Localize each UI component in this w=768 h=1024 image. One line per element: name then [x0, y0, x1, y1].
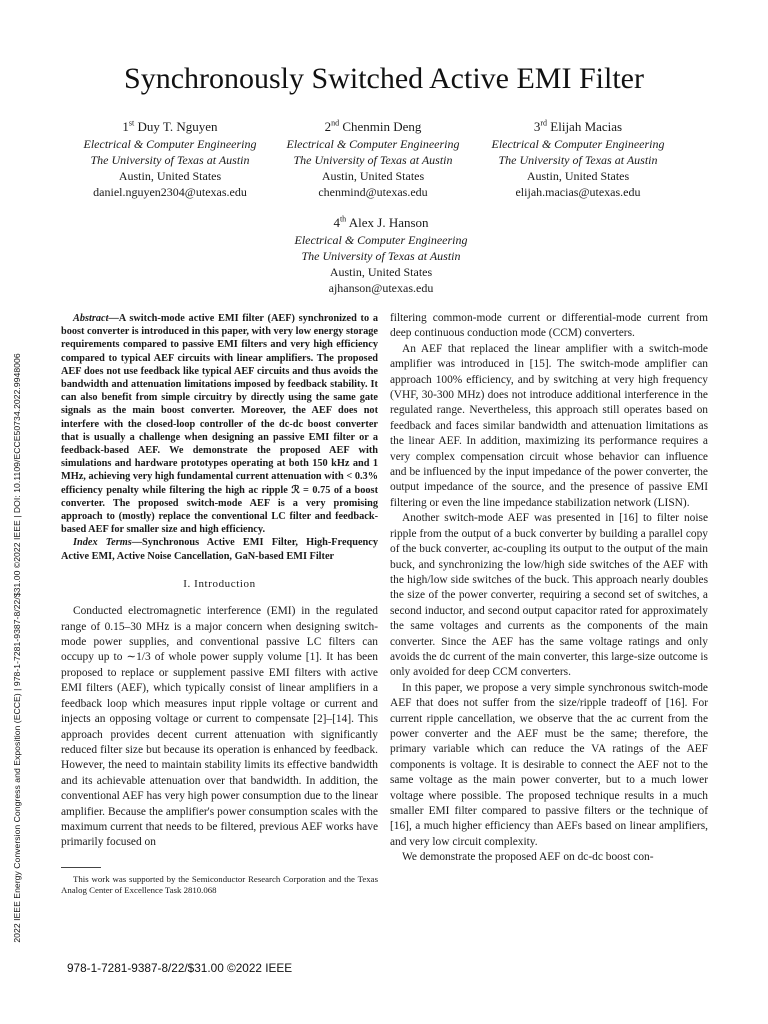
abstract-text: —A switch-mode active EMI filter (AEF) synchronized to a boost converter is introduced in this paper, with very low energy storage requirements compared to passive EMI filters and very high efficiency compared to typical AEF circuits with linear amplifiers. The proposed AEF does not use feedback like typical AEF circuits and thus avoids the bandwidth and attenuation limitations imposed by feedback stability. It can also benefit from simple circuitry by directly using the same gate signals as the main boost converter. Moreover, the AEF does not interfere with the closed-loop controller of the dc-dc boost converter that is usually a challenge when designing an passive EMI filter or a feedback-based AEF. We demonstrate the proposed AEF with simulations and hardware prototypes operating at both 150 kHz and 1 MHz, achieving very high fundamental current attenuation with < 0.3% efficiency penalty while filtering the high ac ripple ℛ = 0.75 of a boost converter. The proposed switch-mode AEF is a very promising approach to (mostly) replace the conventional LC filter and feedback-based AEF for smaller size and high efficiency.: [61, 313, 378, 536]
author-name: 4th Alex J. Hanson: [333, 214, 429, 230]
body-paragraph: Conducted electromagnetic interference (EMI) in the regulated range of 0.15–30 MHz is a major concern when designing switch-mode power supplies, and conventional passive LC filters can occupy up to ∼1/3 of whole power supply volume [1]. It has been proposed to replace or supplement passive EMI filters with active EMI filters (AEF), which typically consist of linear amplifiers in a feedback loop which measures input ripple voltage or current and injects an opposing voltage or current to compensate [2]–[14]. This approach provides decent current attenuation with significantly reduced filter size but because its operation is enhanced by feedback. However, the need to maintain stability limits its effective bandwidth and its achievable attenuation over that bandwidth. In addition, the conventional AEF has very high power consumption due to the linear amplifier. Because the amplifier's power consumption scales with the maximum current that needs to be filtered, previous AEF works have primarily focused on: [61, 605, 378, 849]
side-identifier-text: 2022 IEEE Energy Conversion Congress and Exposition (ECCE) | 978-1-7281-9387-8/22/$31.00 ©2022 IEEE | DOI: 10.1109/ECCE50734.2022.9948006: [12, 353, 22, 943]
abstract: [61, 312, 378, 536]
author-department: Electrical & Computer Engineering: [294, 233, 468, 247]
author-department: Electrical & Computer Engineering: [83, 137, 257, 151]
author-name: 3rd Elijah Macias: [533, 118, 623, 134]
author-location: Austin, United States: [329, 265, 433, 279]
index-terms-label: Index Terms: [73, 537, 132, 549]
author-university: The University of Texas at Austin: [293, 153, 453, 167]
author-location: Austin, United States: [526, 169, 630, 183]
footnote: This work was supported by the Semiconductor Research Corporation and the Texas Analog Center of Excellence Task 2810.068: [61, 873, 378, 896]
left-column: [61, 312, 378, 897]
author-location: Austin, United States: [321, 169, 425, 183]
index-terms-text: —Synchronous Active EMI Filter, High-Frequency Active EMI, Active Noise Cancellation, GaN-based EMI Filter: [61, 537, 378, 562]
body-paragraph: In this paper, we propose a very simple synchronous switch-mode AEF that does not suffer from the size/ripple tradeoff of [16]. For current ripple cancellation, we observe that the ac current from the power converter and the AEF must be the same; therefore, the primary variable which can reduce the VA ratings of the AEF components is voltage. It is desirable to connect the AEF not to the same voltage as the main power converter, but to a much lower voltage where possible. The proposed technique results in a much smaller EMI filter compared to passive filters or the technique of [16], a much higher efficiency than AEFs based on linear amplifiers, and very low circuit complexity.: [390, 681, 708, 848]
abstract-label: Abstract: [73, 313, 109, 324]
body-paragraph: filtering common-mode current or differential-mode current from deep continuous conduction mode (CCM) converters.: [390, 312, 708, 340]
copyright-line: 978-1-7281-9387-8/22/$31.00 ©2022 IEEE: [67, 961, 293, 975]
paper-title: Synchronously Switched Active EMI Filter: [124, 62, 644, 95]
author-email[interactable]: ajhanson@utexas.edu: [328, 281, 434, 295]
author-email[interactable]: elijah.macias@utexas.edu: [515, 185, 641, 199]
body-paragraph: We demonstrate the proposed AEF on dc-dc boost con-: [402, 851, 654, 864]
body-paragraph: Another switch-mode AEF was presented in [16] to filter noise ripple from the output of a buck converter by building a parallel copy of the buck converter, ac-coupling its output to the output of the main buck, and synchronizing the low/high side switches of the AEF with the high/low side switches of the buck. This approach nearly doubles the size of the power converter, requiring a second set of switches, a second inductor, and second output capacitor rated for approximately the same voltages and currents as the components of the main converter. Since the AEF has the same voltage ratings and only avoids the dc current of the main converter, this large-size outcome is only avoided for deep CCM converters.: [390, 512, 708, 679]
author-department: Electrical & Computer Engineering: [286, 137, 460, 151]
author-name: 1st Duy T. Nguyen: [122, 118, 218, 134]
author-block-4: [281, 214, 481, 296]
author-block-2: [273, 118, 473, 200]
author-university: The University of Texas at Austin: [498, 153, 658, 167]
index-terms: [61, 536, 378, 562]
side-identifier-strip: [6, 318, 28, 978]
author-name: 2nd Chenmin Deng: [324, 118, 422, 134]
right-column: [390, 311, 708, 866]
section-heading: I. Introduction: [183, 577, 256, 590]
author-block-1: [70, 118, 270, 200]
author-email[interactable]: daniel.nguyen2304@utexas.edu: [93, 185, 247, 199]
author-university: The University of Texas at Austin: [301, 249, 461, 263]
author-department: Electrical & Computer Engineering: [491, 137, 665, 151]
author-email[interactable]: chenmind@utexas.edu: [318, 185, 428, 199]
author-block-3: [476, 118, 680, 200]
author-university: The University of Texas at Austin: [90, 153, 250, 167]
body-paragraph: An AEF that replaced the linear amplifier with a switch-mode amplifier was introduced in [15]. The switch-mode amplifier can approach 100% efficiency, and by switching at very high frequency (VHF, 30-300 MHz) does not introduce additional interference in the regulated range. Nevertheless, this approach still operates based on feedback and faces similar bandwidth and attenuation limitations as the linear AEF. In addition, maximizing its performance requires a very complex compensation circuit whose behavior can influence and be influenced by the input impedance of the power converter, the output impedance of the source, and the presence of passive EMI filtering or even the line impedance stabilization network (LISN).: [390, 342, 708, 509]
author-location: Austin, United States: [118, 169, 222, 183]
footnote-rule: [61, 867, 101, 868]
